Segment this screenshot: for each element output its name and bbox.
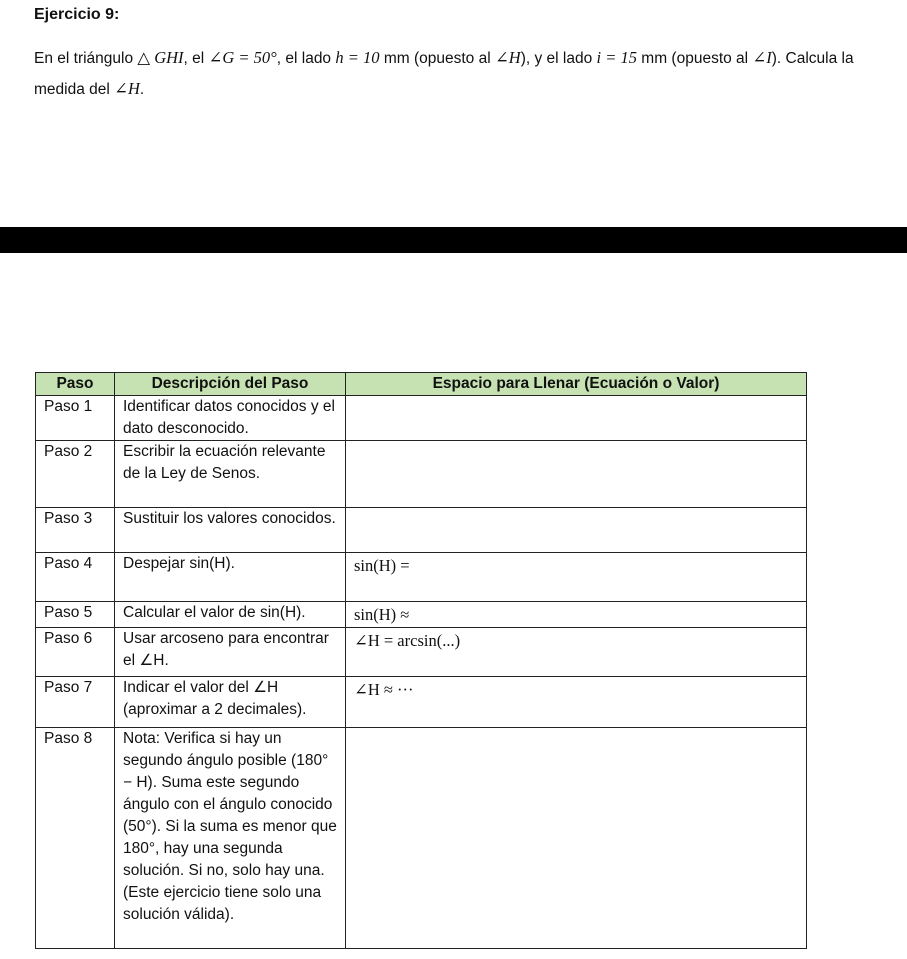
redaction-bar bbox=[0, 227, 907, 253]
answer-text: ∠H = arcsin(...) bbox=[354, 631, 461, 650]
step-description: Identificar datos conocidos y el dato desconocido. bbox=[115, 396, 346, 441]
statement-text: ). Calcula la medida del bbox=[34, 50, 854, 98]
step-label: Paso 5 bbox=[36, 602, 115, 628]
exercise-title: Ejercicio 9: bbox=[34, 6, 120, 23]
answer-cell[interactable] bbox=[346, 441, 807, 508]
header-descripcion: Descripción del Paso bbox=[115, 373, 346, 396]
answer-cell[interactable] bbox=[346, 508, 807, 553]
answer-cell[interactable] bbox=[346, 396, 807, 441]
step-description: Despejar sin(H). bbox=[115, 553, 346, 602]
step-label: Paso 8 bbox=[36, 728, 115, 949]
table-row bbox=[36, 441, 807, 508]
statement-text: En el triángulo bbox=[34, 50, 138, 67]
answer-text: sin(H) ≈ bbox=[354, 605, 410, 624]
angle-g-value: ∠G = 50° bbox=[208, 48, 277, 67]
statement-text: , el lado bbox=[276, 50, 336, 67]
statement-text: . bbox=[139, 81, 145, 98]
step-label: Paso 2 bbox=[36, 441, 115, 508]
table-row bbox=[36, 508, 807, 553]
answer-cell[interactable] bbox=[346, 728, 807, 949]
step-description: Nota: Verifica si hay un segundo ángulo posible (180° − H). Suma este segundo ángulo con el ángulo conocido (50°). Si la suma es menor que 180°, hay una segunda solución. Si no, solo hay una. (Este ejercicio tiene solo una solución válida). bbox=[115, 728, 346, 949]
table-row bbox=[36, 677, 807, 728]
step-description: Calcular el valor de sin(H). bbox=[115, 602, 346, 628]
statement-text: mm (opuesto al bbox=[636, 50, 753, 67]
answer-cell[interactable] bbox=[346, 553, 807, 602]
answer-text: sin(H) = bbox=[354, 556, 410, 575]
answer-text: ∠H ≈ ··· bbox=[354, 680, 414, 699]
step-label: Paso 4 bbox=[36, 553, 115, 602]
step-label: Paso 1 bbox=[36, 396, 115, 441]
step-description: Sustituir los valores conocidos. bbox=[115, 508, 346, 553]
statement-text: , el bbox=[183, 50, 209, 67]
table-header-row bbox=[36, 373, 807, 396]
step-description: Indicar el valor del ∠H (aproximar a 2 decimales). bbox=[115, 677, 346, 728]
angle-i-ref: ∠I bbox=[752, 48, 772, 67]
exercise-statement bbox=[34, 43, 874, 105]
table-row bbox=[36, 396, 807, 441]
step-description: Usar arcoseno para encontrar el ∠H. bbox=[115, 628, 346, 677]
header-paso: Paso bbox=[36, 373, 115, 396]
step-label: Paso 7 bbox=[36, 677, 115, 728]
step-label: Paso 6 bbox=[36, 628, 115, 677]
answer-cell[interactable] bbox=[346, 677, 807, 728]
side-i-value: i = 15 bbox=[596, 48, 637, 67]
statement-text: mm (opuesto al bbox=[379, 50, 495, 67]
steps-table bbox=[35, 372, 807, 949]
answer-cell[interactable] bbox=[346, 628, 807, 677]
header-espacio: Espacio para Llenar (Ecuación o Valor) bbox=[346, 373, 807, 396]
angle-h-ref: ∠H bbox=[494, 48, 521, 67]
table-row bbox=[36, 728, 807, 949]
answer-cell[interactable] bbox=[346, 602, 807, 628]
table-row bbox=[36, 628, 807, 677]
side-h-value: h = 10 bbox=[335, 48, 380, 67]
table-row bbox=[36, 553, 807, 602]
step-description: Escribir la ecuación relevante de la Ley de Senos. bbox=[115, 441, 346, 508]
angle-h-target: ∠H bbox=[114, 79, 140, 98]
triangle-symbol: △ GHI bbox=[137, 48, 184, 67]
statement-text: ), y el lado bbox=[520, 50, 597, 67]
table-row bbox=[36, 602, 807, 628]
step-label: Paso 3 bbox=[36, 508, 115, 553]
